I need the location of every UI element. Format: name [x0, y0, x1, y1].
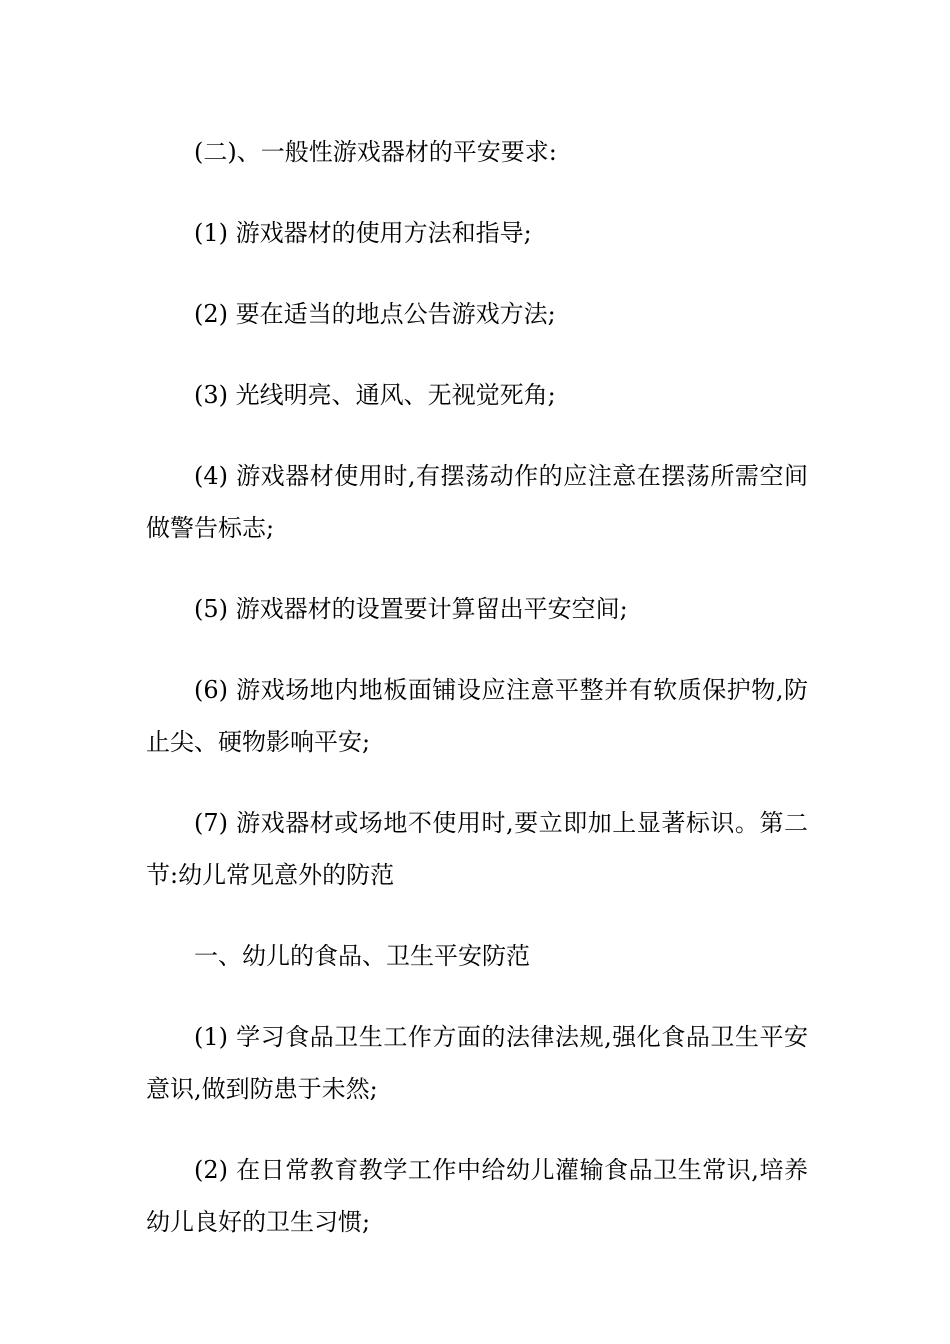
list-item: (7) 游戏器材或场地不使用时,要立即加上显著标识。第二节:幼儿常见意外的防范	[146, 809, 808, 889]
list-item: (2) 要在适当的地点公告游戏方法;	[194, 300, 556, 328]
list-item: (3) 光线明亮、通风、无视觉死角;	[194, 381, 556, 409]
section-heading-food-safety: 一、幼儿的食品、卫生平安防范	[194, 942, 530, 970]
list-item: (5) 游戏器材的设置要计算留出平安空间;	[194, 595, 628, 623]
list-item: (1) 游戏器材的使用方法和指导;	[194, 219, 532, 247]
list-item: (1) 学习食品卫生工作方面的法律法规,强化食品卫生平安意识,做到防患于未然;	[146, 1023, 808, 1103]
list-item: (2) 在日常教育教学工作中给幼儿灌输食品卫生常识,培养幼儿良好的卫生习惯;	[146, 1156, 808, 1236]
list-item: (4) 游戏器材使用时,有摆荡动作的应注意在摆荡所需空间做警告标志;	[146, 462, 808, 542]
document-body	[146, 126, 808, 1277]
section-heading-equipment-safety: (二)、一般性游戏器材的平安要求:	[194, 138, 557, 166]
list-item: (6) 游戏场地内地板面铺设应注意平整并有软质保护物,防止尖、硬物影响平安;	[146, 676, 808, 756]
